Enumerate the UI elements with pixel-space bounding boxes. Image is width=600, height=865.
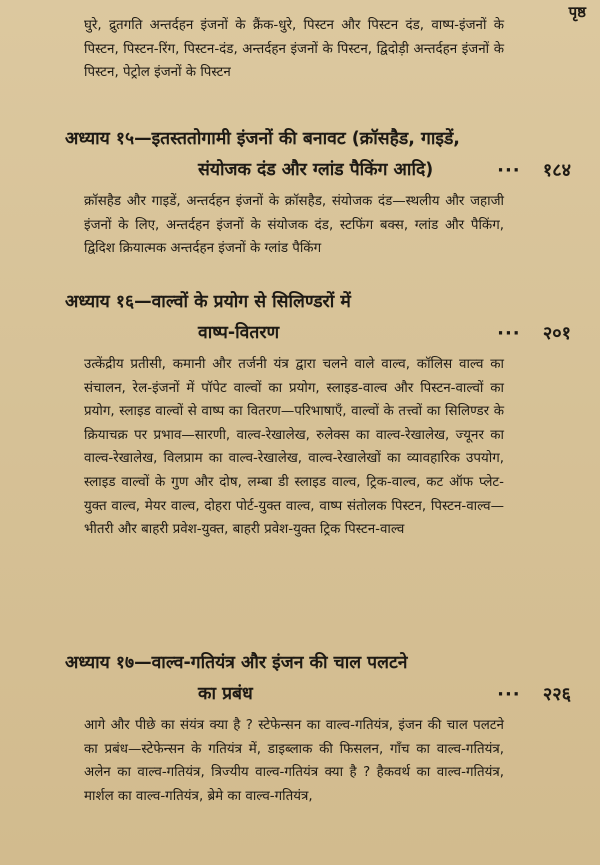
chapter-17-title-line1: अध्याय १७—वाल्व-गतियंत्र और इंजन की चाल पलटने xyxy=(65,653,408,673)
chapter-17-leader-dots: ··· xyxy=(497,684,521,705)
chapter-16-title-line1: अध्याय १६—वाल्वों के प्रयोग से सिलिण्डरों में xyxy=(65,292,351,312)
chapter-15-leader-dots: ··· xyxy=(497,160,521,181)
chapter-16-leader-dots: ··· xyxy=(497,323,521,344)
page-column-label: पृष्ठ xyxy=(568,3,586,21)
chapter-15-page-number: १८४ xyxy=(542,160,571,181)
chapter-17-heading xyxy=(65,648,585,710)
chapter-17-description: आगे और पीछे का संयंत्र क्या है ? स्टेफेन्सन का वाल्व-गतियंत्र, इंजन की चाल पलटने का प्रबंध—स्टेफेन्सन के गतियंत्र में, डाइब्लाक की फिसलन, गाँच का वाल्व-गतियंत्र, अलेन का वाल्व-गतियंत्र, त्रिज्यीय वाल्व-गतियंत्र क्या है ? हैकवर्थ का वाल्व-गतियंत्र, मार्शल का वाल्व-गतियंत्र, ब्रेमे का वाल्व-गतियंत्र, xyxy=(84,718,504,804)
intro-paragraph: घुरे, द्रुतगति अन्तर्दहन इंजनों के क्रैंक-धुरे, पिस्टन और पिस्टन दंड, वाष्प-इंजनों के पिस्टन, पिस्टन-रिंग, पिस्टन-दंड, अन्तर्दहन इंजनों के पिस्टन, द्विदोड़ी अन्तर्दहन इंजनों के पिस्टन, पेट्रोल इंजनों के पिस्टन xyxy=(84,18,504,81)
chapter-17-page-number: २२६ xyxy=(542,684,571,705)
chapter-16-page-number: २०१ xyxy=(542,323,571,344)
chapter-15-heading xyxy=(65,124,585,186)
chapter-16-heading xyxy=(65,287,585,349)
chapter-16-description: उत्केंद्रीय प्रतीसी, कमानी और तर्जनी यंत्र द्वारा चलने वाले वाल्व, कॉलिस वाल्व का संचालन, रेल-इंजनों में पॉपेट वाल्वों का प्रयोग, स्लाइड-वाल्व और पिस्टन-वाल्वों का प्रयोग, स्लाइड वाल्वों से वाष्प का वितरण—परिभाषाएँ, वाल्वों के तत्त्वों का सिलिण्डर के क्रियाचक्र पर प्रभाव—सारणी, वाल्व-रेखालेख, रुलेक्स का वाल्व-रेखालेख, ज्यूनर का वाल्व-रेखालेख, विलप्राम का वाल्व-रेखालेख, वाल्व-रेखालेखों का व्यावहारिक उपयोग, स्लाइड वाल्वों के गुण और दोष, लम्बा डी स्लाइड वाल्व, ट्रिक-वाल्व, कट ऑफ प्लेट-युक्त वाल्व, मेयर वाल्व, दोहरा पोर्ट-युक्त वाल्व, वाष्प संतोलक पिस्टन, पिस्टन-वाल्व—भीतरी और बाहरी प्रवेश-युक्त, बाहरी प्रवेश-युक्त ट्रिक पिस्टन-वाल्व xyxy=(84,357,504,538)
chapter-16-title-line2: वाष्प-वितरण xyxy=(198,323,280,343)
chapter-15-description: क्रॉसहैड और गाइडें, अन्तर्दहन इंजनों के क्रॉसहैड, संयोजक दंड—स्थलीय और जहाजी इंजनों के लिए, अन्तर्दहन इंजनों के संयोजक दंड, स्टफिंग बक्स, ग्लांड और पैकिंग, द्विदिश क्रियात्मक अन्तर्दहन इंजनों के ग्लांड पैकिंग xyxy=(84,194,504,257)
chapter-15-title-line2: संयोजक दंड और ग्लांड पैकिंग आदि) xyxy=(198,160,434,180)
chapter-17-title-line2: का प्रबंध xyxy=(198,684,253,704)
chapter-15-title-line1: अध्याय १५—इतस्ततोगामी इंजनों की बनावट (क्रॉसहैड, गाइडें, xyxy=(65,129,460,149)
